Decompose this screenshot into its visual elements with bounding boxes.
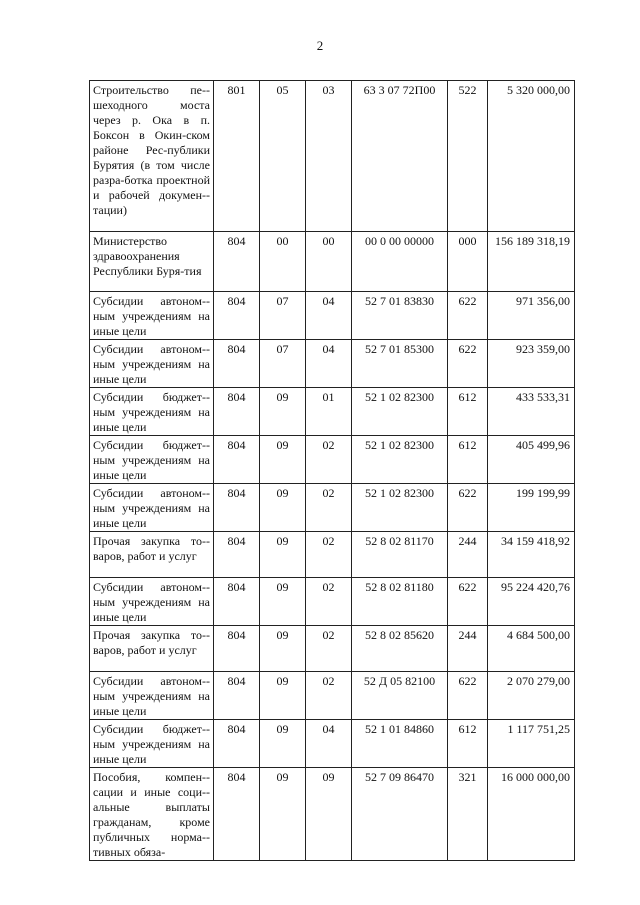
expense-name: Субсидии бюджет-ным учреждениям на иные цели	[90, 720, 214, 768]
subsection-code: 02	[306, 532, 352, 578]
subsection-code: 02	[306, 436, 352, 484]
ministry-code: 804	[214, 532, 260, 578]
expense-type-code: 321	[448, 768, 488, 861]
target-article-code: 00 0 00 00000	[352, 232, 448, 292]
table-row	[90, 292, 575, 340]
amount-value: 34 159 418,92	[488, 532, 575, 578]
subsection-code: 01	[306, 388, 352, 436]
expense-type-code: 622	[448, 340, 488, 388]
subsection-code: 02	[306, 626, 352, 672]
expense-name: Субсидии автоном-ным учреждениям на иные цели	[90, 578, 214, 626]
subsection-code: 00	[306, 232, 352, 292]
ministry-code: 804	[214, 484, 260, 532]
amount-value: 95 224 420,76	[488, 578, 575, 626]
expense-type-code: 622	[448, 672, 488, 720]
section-code: 09	[260, 672, 306, 720]
expense-name: Субсидии автоном-ным учреждениям на иные цели	[90, 672, 214, 720]
expense-type-code: 612	[448, 720, 488, 768]
amount-value: 433 533,31	[488, 388, 575, 436]
target-article-code: 52 1 01 84860	[352, 720, 448, 768]
subsection-code: 03	[306, 81, 352, 232]
target-article-code: 52 7 09 86470	[352, 768, 448, 861]
expense-type-code: 612	[448, 436, 488, 484]
ministry-code: 804	[214, 672, 260, 720]
section-code: 09	[260, 484, 306, 532]
budget-table	[89, 80, 575, 861]
ministry-code: 804	[214, 292, 260, 340]
target-article-code: 52 7 01 83830	[352, 292, 448, 340]
ministry-code: 804	[214, 578, 260, 626]
amount-value: 405 499,96	[488, 436, 575, 484]
budget-table-body	[90, 81, 575, 861]
table-row	[90, 720, 575, 768]
section-code: 05	[260, 81, 306, 232]
section-code: 07	[260, 340, 306, 388]
target-article-code: 52 8 02 81170	[352, 532, 448, 578]
amount-value: 4 684 500,00	[488, 626, 575, 672]
expense-name: Субсидии автоном-ным учреждениям на иные цели	[90, 340, 214, 388]
expense-type-code: 244	[448, 626, 488, 672]
table-row	[90, 768, 575, 861]
subsection-code: 02	[306, 578, 352, 626]
expense-name: Министерство здравоохранения Республики Буря-тия	[90, 232, 214, 292]
target-article-code: 52 Д 05 82100	[352, 672, 448, 720]
target-article-code: 52 7 01 85300	[352, 340, 448, 388]
target-article-code: 52 1 02 82300	[352, 436, 448, 484]
expense-type-code: 612	[448, 388, 488, 436]
table-row	[90, 578, 575, 626]
expense-name: Пособия, компен-сации и иные соци-альные выплаты гражданам, кроме публичных норма-тивных обяза-	[90, 768, 214, 861]
ministry-code: 804	[214, 340, 260, 388]
amount-value: 16 000 000,00	[488, 768, 575, 861]
section-code: 00	[260, 232, 306, 292]
table-row	[90, 532, 575, 578]
subsection-code: 04	[306, 340, 352, 388]
subsection-code: 02	[306, 672, 352, 720]
section-code: 07	[260, 292, 306, 340]
subsection-code: 04	[306, 292, 352, 340]
table-row	[90, 484, 575, 532]
target-article-code: 52 1 02 82300	[352, 388, 448, 436]
ministry-code: 801	[214, 81, 260, 232]
expense-type-code: 622	[448, 292, 488, 340]
expense-name: Строительство пе-шеходного моста через р. Ока в п. Боксон в Окин-ском районе Рес-публики Бурятия (в том числе разра-ботка проектной и рабочей докумен-тации)	[90, 81, 214, 232]
expense-name: Субсидии автоном-ным учреждениям на иные цели	[90, 292, 214, 340]
expense-type-code: 244	[448, 532, 488, 578]
amount-value: 1 117 751,25	[488, 720, 575, 768]
target-article-code: 52 8 02 81180	[352, 578, 448, 626]
table-row	[90, 672, 575, 720]
amount-value: 5 320 000,00	[488, 81, 575, 232]
expense-type-code: 622	[448, 578, 488, 626]
table-row	[90, 81, 575, 232]
target-article-code: 52 1 02 82300	[352, 484, 448, 532]
amount-value: 156 189 318,19	[488, 232, 575, 292]
expense-name: Прочая закупка то-варов, работ и услуг	[90, 532, 214, 578]
expense-type-code: 522	[448, 81, 488, 232]
section-code: 09	[260, 626, 306, 672]
ministry-code: 804	[214, 388, 260, 436]
expense-name: Прочая закупка то-варов, работ и услуг	[90, 626, 214, 672]
target-article-code: 52 8 02 85620	[352, 626, 448, 672]
section-code: 09	[260, 768, 306, 861]
page-number: 2	[316, 38, 324, 53]
section-code: 09	[260, 578, 306, 626]
ministry-code: 804	[214, 232, 260, 292]
ministry-code: 804	[214, 720, 260, 768]
amount-value: 2 070 279,00	[488, 672, 575, 720]
amount-value: 971 356,00	[488, 292, 575, 340]
target-article-code: 63 3 07 72П00	[352, 81, 448, 232]
expense-name: Субсидии бюджет-ным учреждениям на иные цели	[90, 388, 214, 436]
expense-type-code: 000	[448, 232, 488, 292]
subsection-code: 09	[306, 768, 352, 861]
subsection-code: 04	[306, 720, 352, 768]
ministry-code: 804	[214, 436, 260, 484]
amount-value: 923 359,00	[488, 340, 575, 388]
section-code: 09	[260, 532, 306, 578]
section-code: 09	[260, 388, 306, 436]
table-row	[90, 340, 575, 388]
ministry-code: 804	[214, 626, 260, 672]
expense-name: Субсидии бюджет-ным учреждениям на иные цели	[90, 436, 214, 484]
table-row	[90, 388, 575, 436]
table-row	[90, 626, 575, 672]
table-row	[90, 232, 575, 292]
section-code: 09	[260, 720, 306, 768]
table-row	[90, 436, 575, 484]
expense-type-code: 622	[448, 484, 488, 532]
ministry-code: 804	[214, 768, 260, 861]
amount-value: 199 199,99	[488, 484, 575, 532]
section-code: 09	[260, 436, 306, 484]
expense-name: Субсидии автоном-ным учреждениям на иные цели	[90, 484, 214, 532]
subsection-code: 02	[306, 484, 352, 532]
